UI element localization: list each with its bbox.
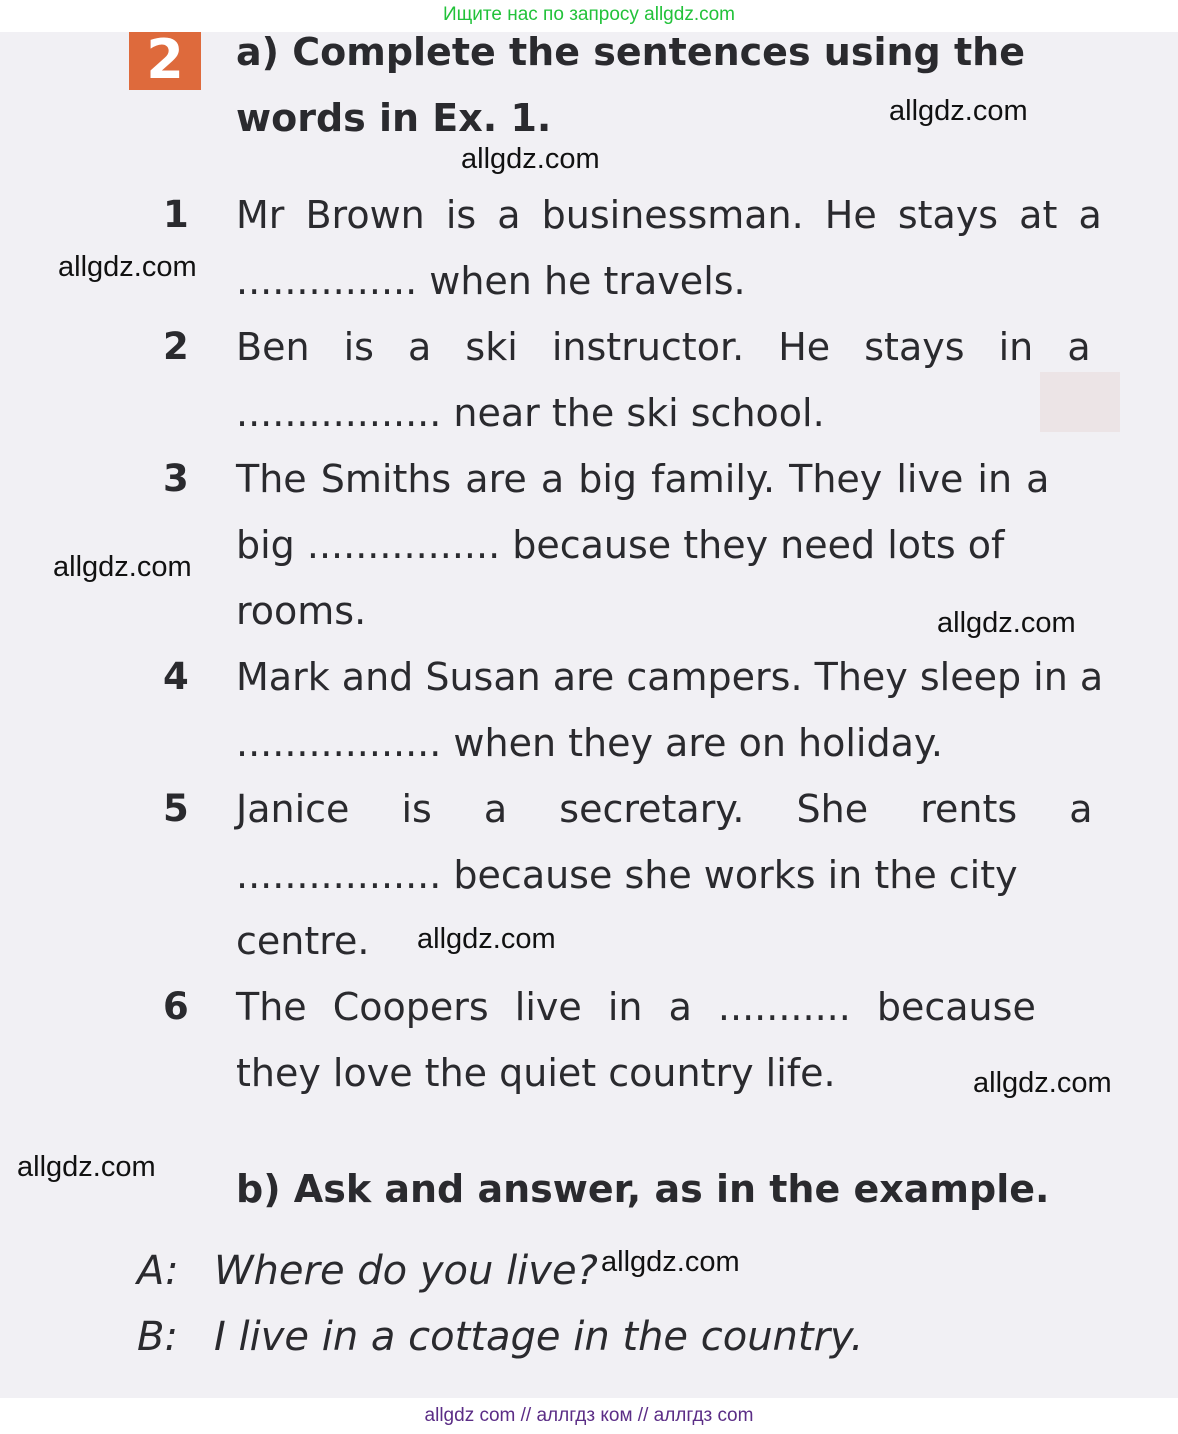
watermark: allgdz.com xyxy=(461,143,600,175)
top-banner: Ищите нас по запросу allgdz.com xyxy=(0,0,1178,32)
watermark: allgdz.com xyxy=(973,1067,1112,1099)
item-number: 1 xyxy=(163,193,189,236)
item-line: Mark and Susan are campers. They sleep in a xyxy=(236,655,1104,699)
item-number: 5 xyxy=(163,787,189,830)
watermark: allgdz.com xyxy=(417,923,556,955)
item-number: 2 xyxy=(163,325,189,368)
item-line xyxy=(236,182,1114,248)
textbook-page xyxy=(0,32,1178,1398)
watermark: allgdz.com xyxy=(601,1246,740,1278)
exercise-number-badge: 2 xyxy=(129,32,201,90)
dialog-line: I live in a cottage in the country. xyxy=(214,1314,864,1360)
part-a-heading-line2: words in Ex. 1. xyxy=(236,96,552,140)
watermark: allgdz.com xyxy=(937,607,1076,639)
item-line: rooms. xyxy=(236,589,367,633)
item-line: ................. when they are on holiday. xyxy=(236,721,944,765)
bottom-banner: allgdz com // аллгдз ком // аллгдз com xyxy=(0,1398,1178,1434)
dialog-speaker: B: xyxy=(137,1314,178,1360)
watermark: allgdz.com xyxy=(17,1151,156,1183)
item-number: 3 xyxy=(163,457,189,500)
item-line: The Coopers live in a ........... because xyxy=(236,985,1036,1029)
item-line: Janice is a secretary. She rents a xyxy=(236,787,1093,831)
item-line: ................. because she works in the city xyxy=(236,853,1018,897)
item-text: Mr Brown is a businessman. He stays at a xyxy=(236,193,1102,237)
watermark: allgdz.com xyxy=(58,251,197,283)
item-line: centre. xyxy=(236,919,370,963)
item-number: 4 xyxy=(163,655,189,698)
item-line: The Smiths are a big family. They live in a xyxy=(236,457,1050,501)
item-line: big ................ because they need lots of xyxy=(236,523,1005,567)
dialog-line: Where do you live? xyxy=(214,1248,598,1294)
part-a-heading-line1: a) Complete the sentences using the xyxy=(236,32,1025,74)
item-number: 6 xyxy=(163,985,189,1028)
item-line: Ben is a ski instructor. He stays in a xyxy=(236,325,1091,369)
item-line: ............... when he travels. xyxy=(236,259,746,303)
item-line: they love the quiet country life. xyxy=(236,1051,836,1095)
watermark: allgdz.com xyxy=(889,95,1028,127)
item-line: ................. near the ski school. xyxy=(236,391,825,435)
watermark: allgdz.com xyxy=(53,551,192,583)
part-b-heading: b) Ask and answer, as in the example. xyxy=(236,1167,1050,1211)
dialog-speaker: A: xyxy=(137,1248,179,1294)
